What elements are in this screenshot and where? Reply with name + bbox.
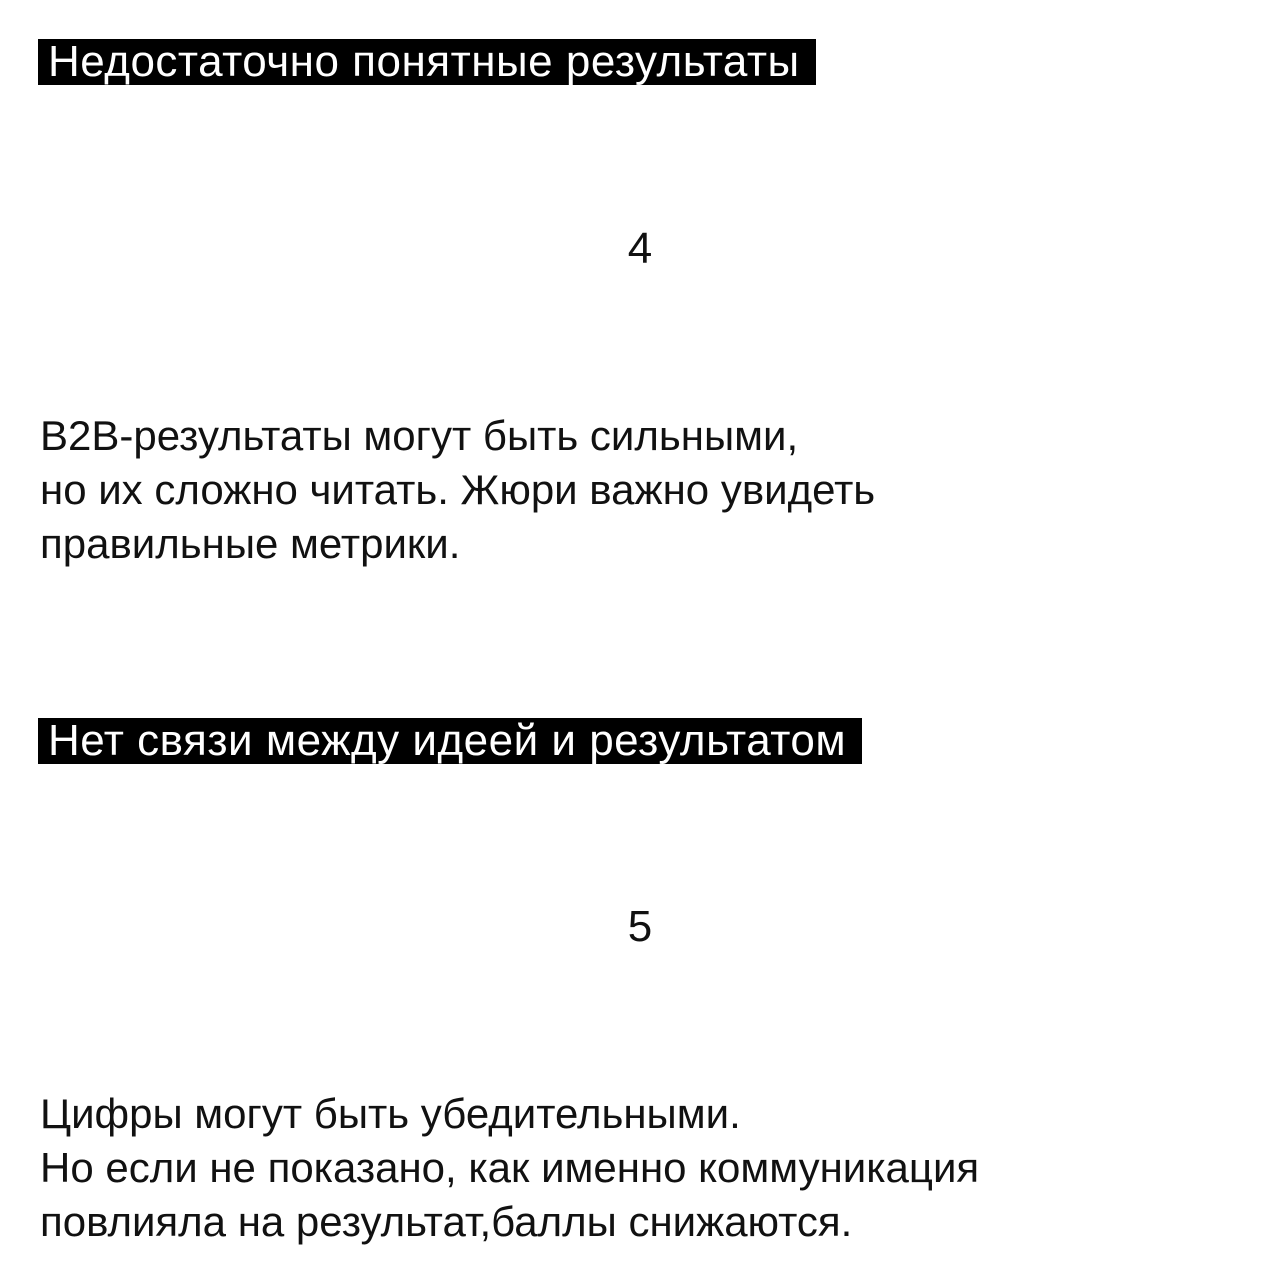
body-line: повлияла на результат,баллы снижаются.: [40, 1198, 853, 1245]
body-text: [40, 409, 1240, 571]
body-line: но их сложно читать. Жюри важно увидеть: [40, 466, 876, 513]
section-title-highlight: Недостаточно понятные результаты: [38, 39, 816, 85]
body-line: B2B-результаты могут быть сильными,: [40, 412, 799, 459]
body-line: правильные метрики.: [40, 520, 461, 567]
item-number: 5: [627, 902, 653, 951]
section-title-highlight: Нет связи между идеей и результатом: [38, 718, 862, 764]
body-line: Но если не показано, как именно коммуникация: [40, 1144, 980, 1191]
item-number: 4: [627, 224, 653, 273]
body-text: [40, 1087, 1240, 1249]
body-line: Цифры могут быть убедительными.: [40, 1090, 741, 1137]
